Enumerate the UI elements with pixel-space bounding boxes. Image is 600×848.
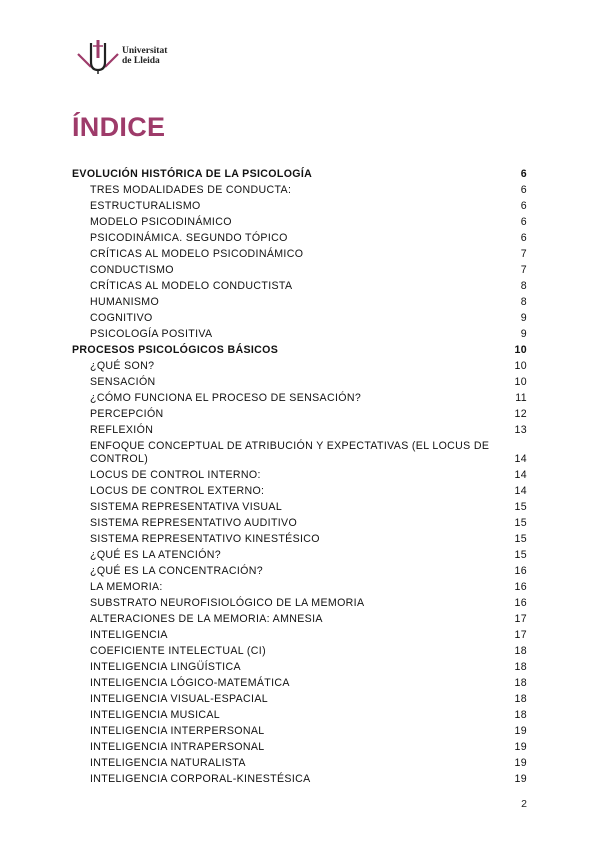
- toc-entry-label: INTELIGENCIA VISUAL-ESPACIAL: [90, 692, 268, 705]
- toc-entry-page: 17: [514, 628, 527, 641]
- toc-entry-label: COGNITIVO: [90, 311, 153, 324]
- toc-entry-page: 18: [514, 708, 527, 721]
- toc-entry[interactable]: [72, 198, 527, 214]
- toc-entry-label: INTELIGENCIA: [90, 628, 168, 641]
- toc-entry-page: 16: [514, 580, 527, 593]
- toc-entry-label: REFLEXIÓN: [90, 423, 154, 436]
- toc-entry-label: PSICOLOGÍA POSITIVA: [90, 327, 213, 340]
- university-logo: [76, 40, 186, 74]
- toc-entry[interactable]: [72, 326, 527, 342]
- toc-entry[interactable]: [72, 499, 527, 515]
- toc-entry[interactable]: [72, 627, 527, 643]
- toc-entry-page: 18: [514, 660, 527, 673]
- logo-line-1: Universitat: [122, 46, 168, 56]
- toc-entry-label: CRÍTICAS AL MODELO PSICODINÁMICO: [90, 247, 304, 260]
- toc-entry-label: INTELIGENCIA CORPORAL-KINESTÉSICA: [90, 772, 311, 785]
- toc-entry[interactable]: [72, 390, 527, 406]
- toc-entry-page: 10: [514, 375, 527, 388]
- page-title: ÍNDICE: [72, 112, 166, 142]
- toc-entry[interactable]: [72, 278, 527, 294]
- page-number: 2: [521, 798, 527, 810]
- toc-entry-page: 14: [514, 484, 527, 497]
- toc-entry[interactable]: [72, 595, 527, 611]
- toc-entry-page: 15: [514, 516, 527, 529]
- toc-entry-page: 15: [514, 500, 527, 513]
- toc-entry[interactable]: [72, 262, 527, 278]
- toc-entry[interactable]: [72, 182, 527, 198]
- toc-entry[interactable]: [72, 294, 527, 310]
- toc-entry[interactable]: [72, 675, 527, 691]
- toc-entry[interactable]: [72, 422, 527, 438]
- toc-entry[interactable]: [72, 771, 527, 787]
- toc-entry-label: SISTEMA REPRESENTATIVO AUDITIVO: [90, 516, 298, 529]
- toc-entry-label: TRES MODALIDADES DE CONDUCTA:: [90, 183, 292, 196]
- toc-entry[interactable]: [72, 230, 527, 246]
- toc-entry-page: 19: [514, 724, 527, 737]
- toc-entry-label: INTELIGENCIA LÓGICO-MATEMÁTICA: [90, 676, 290, 689]
- toc-entry-label: LOCUS DE CONTROL INTERNO:: [90, 468, 261, 481]
- toc-entry-page: 6: [520, 168, 527, 180]
- toc-entry-page: 8: [520, 295, 527, 308]
- toc-entry-label: SISTEMA REPRESENTATIVA VISUAL: [90, 500, 283, 513]
- toc-entry-label: ¿QUÉ ES LA ATENCIÓN?: [90, 548, 222, 561]
- toc-entry-label: CONDUCTISMO: [90, 263, 174, 276]
- toc-entry-label: LA MEMORIA:: [90, 580, 163, 593]
- toc-entry-page: 14: [514, 452, 527, 465]
- toc-entry-page: 17: [514, 612, 527, 625]
- toc-entry-page: 9: [520, 311, 527, 324]
- toc-entry-label: INTELIGENCIA INTRAPERSONAL: [90, 740, 265, 753]
- toc-entry-page: 6: [520, 215, 527, 228]
- toc-entry-page: 16: [514, 596, 527, 609]
- toc-entry-label: LOCUS DE CONTROL EXTERNO:: [90, 484, 265, 497]
- toc-entry-page: 9: [520, 327, 527, 340]
- toc-entry[interactable]: [72, 438, 527, 467]
- toc-entry[interactable]: [72, 755, 527, 771]
- toc-entry-page: 19: [514, 772, 527, 785]
- toc-entry[interactable]: [72, 611, 527, 627]
- toc-entry-page: 6: [520, 183, 527, 196]
- toc-entry[interactable]: [72, 691, 527, 707]
- logo-line-2: de Lleida: [122, 56, 160, 66]
- toc-entry-label: ALTERACIONES DE LA MEMORIA: AMNESIA: [90, 612, 323, 625]
- toc-entry[interactable]: [72, 374, 527, 390]
- toc-entry-label: SISTEMA REPRESENTATIVO KINESTÉSICO: [90, 532, 320, 545]
- toc-entry[interactable]: [72, 358, 527, 374]
- toc-entry-label: PROCESOS PSICOLÓGICOS BÁSICOS: [72, 344, 279, 356]
- toc-entry-page: 15: [514, 548, 527, 561]
- toc-entry-page: 14: [514, 468, 527, 481]
- toc-entry-label: ¿QUÉ ES LA CONCENTRACIÓN?: [90, 564, 263, 577]
- toc-entry-page: 10: [514, 344, 527, 356]
- toc-entry-page: 18: [514, 676, 527, 689]
- toc-entry-page: 18: [514, 692, 527, 705]
- toc-entry[interactable]: [72, 531, 527, 547]
- toc-entry[interactable]: [72, 214, 527, 230]
- toc-entry[interactable]: [72, 246, 527, 262]
- logo-wordmark: [122, 46, 167, 66]
- toc-entry-label: SENSACIÓN: [90, 375, 156, 388]
- toc-entry-label: SUBSTRATO NEUROFISIOLÓGICO DE LA MEMORIA: [90, 596, 365, 609]
- toc-entry-label: CRÍTICAS AL MODELO CONDUCTISTA: [90, 279, 293, 292]
- toc-entry-label: COEFICIENTE INTELECTUAL (CI): [90, 644, 266, 657]
- toc-entry-page: 7: [520, 247, 527, 260]
- toc-entry-page: 15: [514, 532, 527, 545]
- toc-entry-page: 16: [514, 564, 527, 577]
- toc-entry-label: INTELIGENCIA INTERPERSONAL: [90, 724, 265, 737]
- toc-entry[interactable]: [72, 579, 527, 595]
- toc-entry-page: 10: [514, 359, 527, 372]
- toc-entry-label: MODELO PSICODINÁMICO: [90, 215, 232, 228]
- toc-entry-label: INTELIGENCIA NATURALISTA: [90, 756, 246, 769]
- toc-entry[interactable]: [72, 547, 527, 563]
- university-crest-icon: [76, 40, 120, 74]
- toc-entry[interactable]: [72, 707, 527, 723]
- toc-entry-page: 6: [520, 199, 527, 212]
- toc-entry[interactable]: [72, 467, 527, 483]
- toc-entry-label: ¿QUÉ SON?: [90, 359, 155, 372]
- toc-entry-page: 7: [520, 263, 527, 276]
- toc-entry-page: 18: [514, 644, 527, 657]
- toc-entry[interactable]: [72, 406, 527, 422]
- toc-entry-label: PERCEPCIÓN: [90, 407, 164, 420]
- toc-entry[interactable]: [72, 563, 527, 579]
- toc-section-entry[interactable]: [72, 166, 527, 182]
- toc-entry-label: INTELIGENCIA LINGÜÍSTICA: [90, 660, 241, 673]
- toc-entry-page: 8: [520, 279, 527, 292]
- toc-entry-label: PSICODINÁMICA. SEGUNDO TÓPICO: [90, 231, 288, 244]
- toc-entry[interactable]: [72, 659, 527, 675]
- toc-entry-label: ESTRUCTURALISMO: [90, 199, 201, 212]
- toc-entry-label: INTELIGENCIA MUSICAL: [90, 708, 221, 721]
- toc-entry-label: ¿CÓMO FUNCIONA EL PROCESO DE SENSACIÓN?: [90, 391, 362, 404]
- toc-entry-page: 13: [514, 423, 527, 436]
- toc-entry[interactable]: [72, 643, 527, 659]
- toc-entry[interactable]: [72, 739, 527, 755]
- toc-entry-label: EVOLUCIÓN HISTÓRICA DE LA PSICOLOGÍA: [72, 168, 313, 180]
- toc-entry-page: 11: [515, 391, 527, 404]
- toc-entry-page: 19: [514, 756, 527, 769]
- toc-entry-page: 12: [514, 407, 527, 420]
- toc-entry[interactable]: [72, 310, 527, 326]
- toc-entry-label: HUMANISMO: [90, 295, 160, 308]
- toc-section-entry[interactable]: [72, 342, 527, 358]
- table-of-contents: [72, 166, 527, 787]
- toc-entry-page: 6: [520, 231, 527, 244]
- toc-entry[interactable]: [72, 483, 527, 499]
- toc-entry[interactable]: [72, 723, 527, 739]
- toc-entry-label: ENFOQUE CONCEPTUAL DE ATRIBUCIÓN Y EXPECTATIVAS (EL LOCUS DE CONTROL): [90, 439, 490, 465]
- toc-entry[interactable]: [72, 515, 527, 531]
- toc-entry-page: 19: [514, 740, 527, 753]
